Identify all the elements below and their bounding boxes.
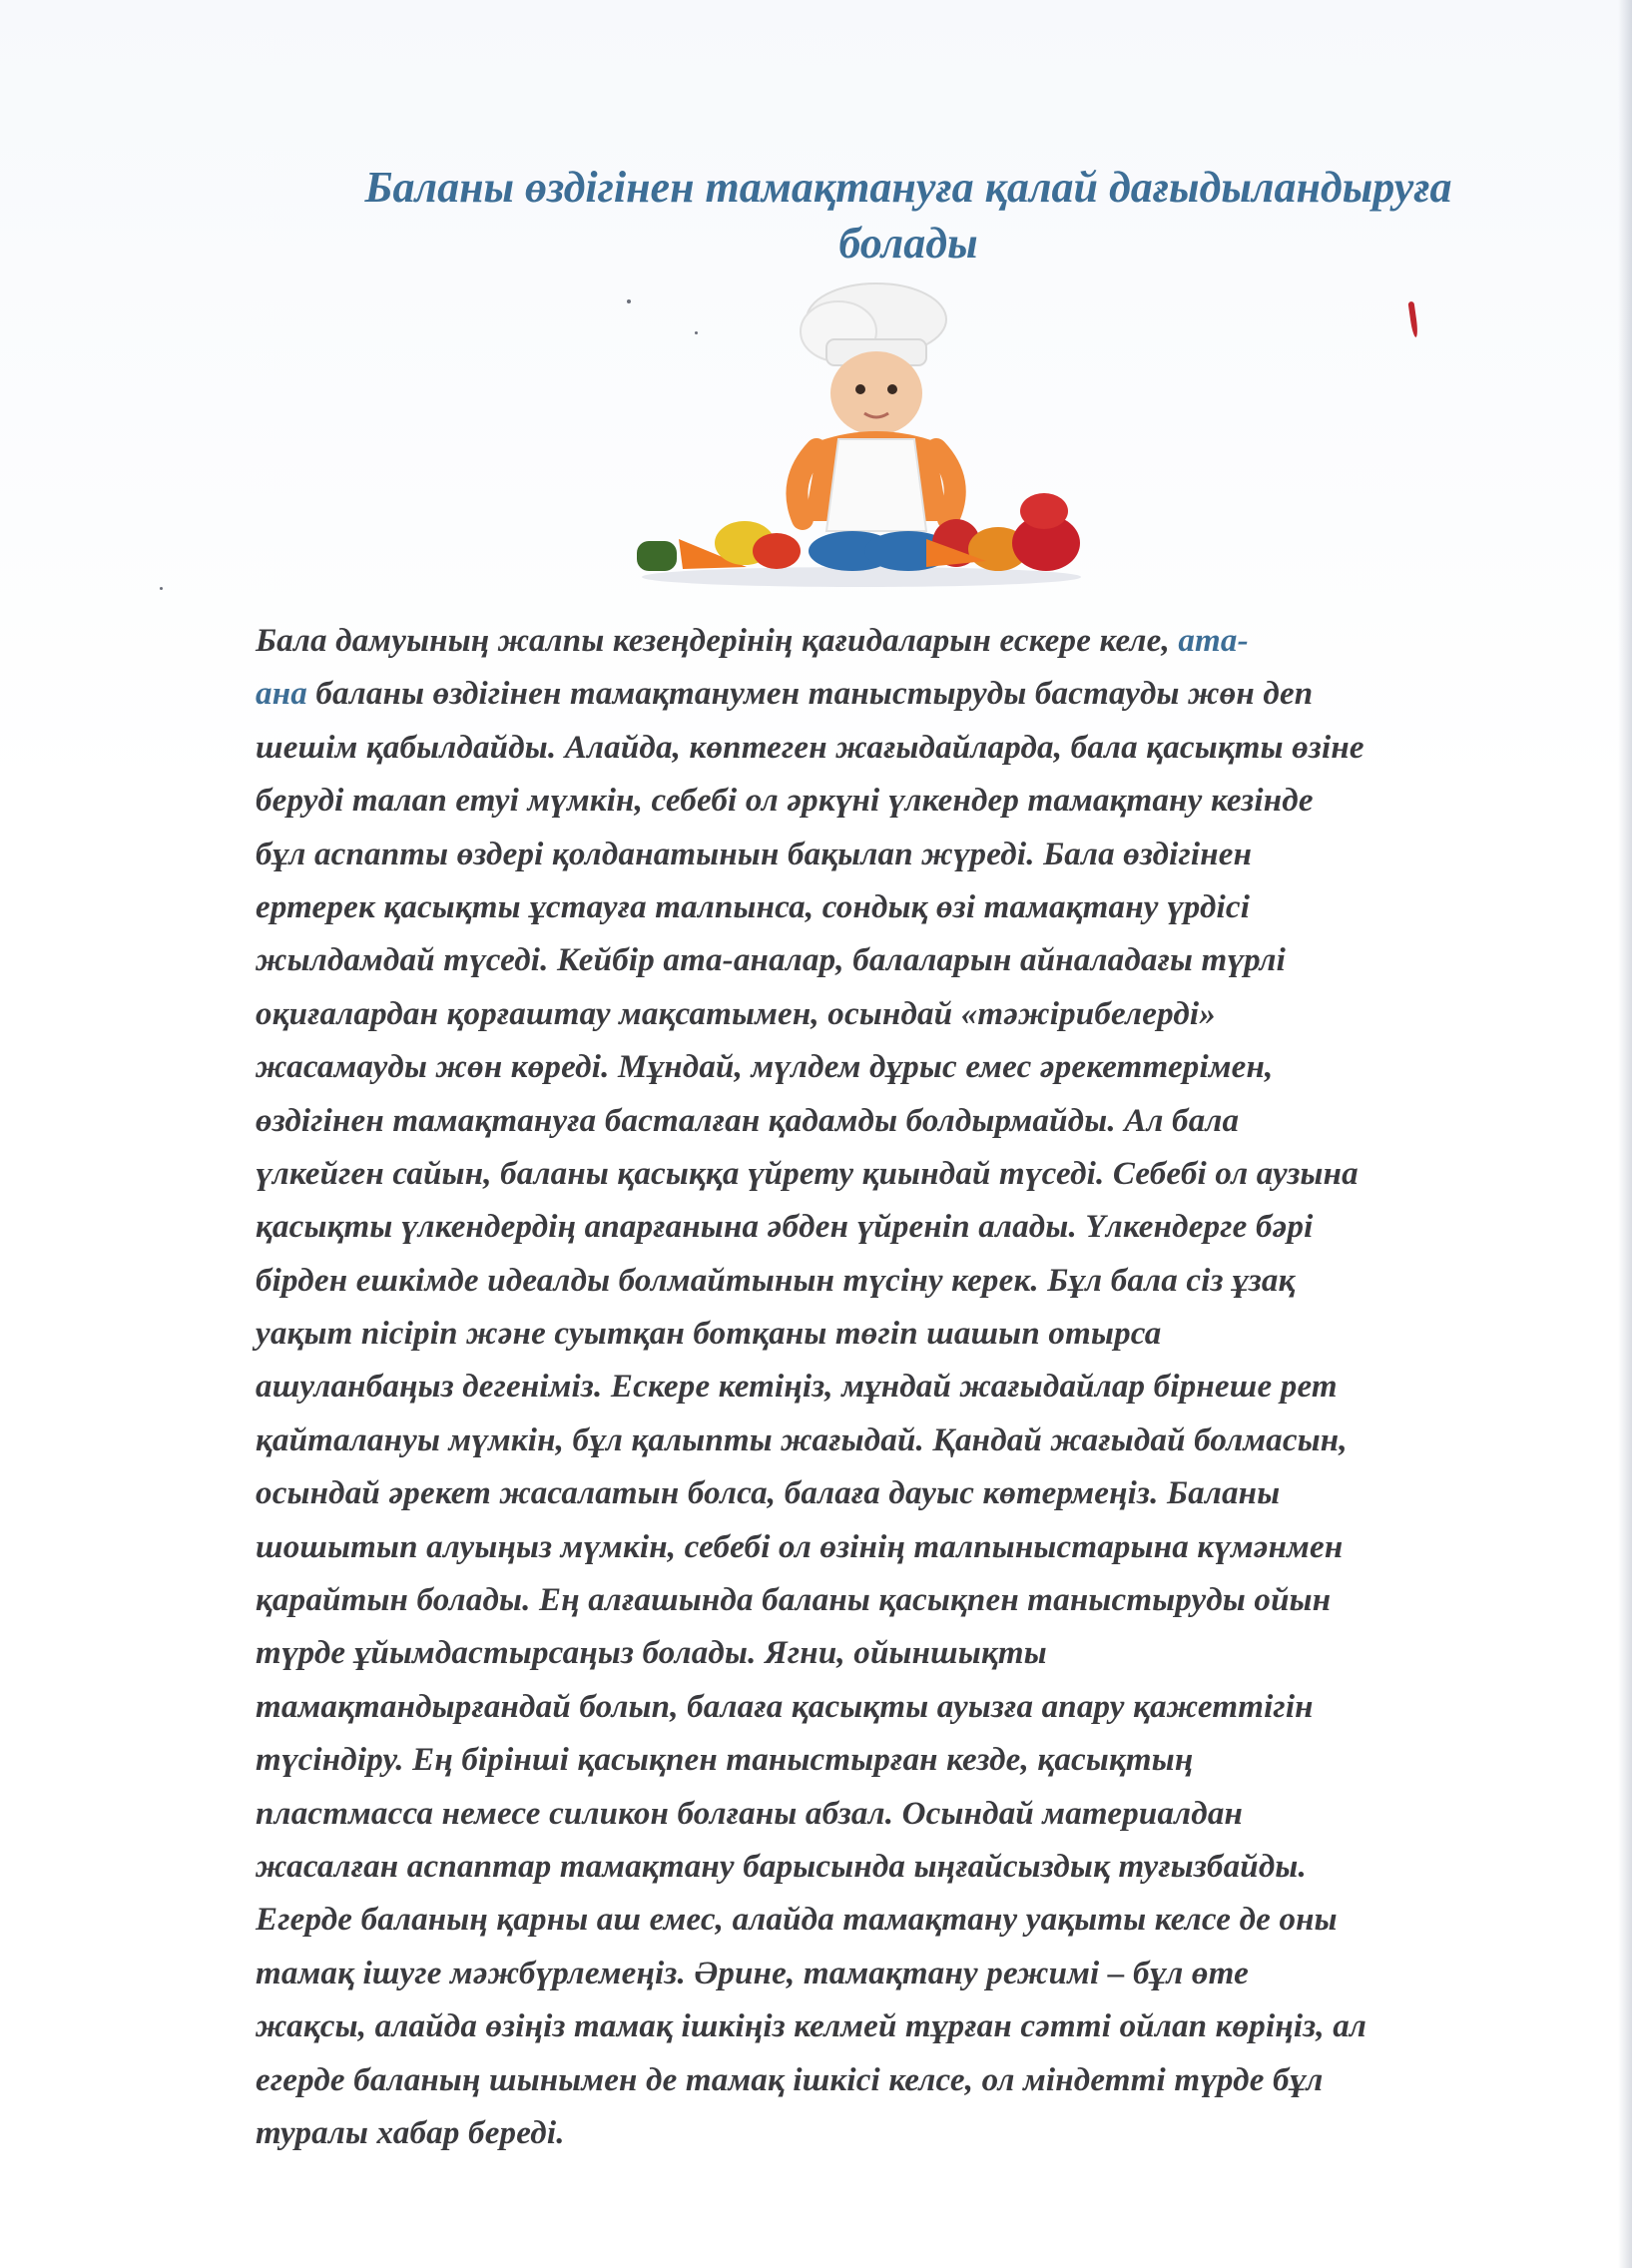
page-title xyxy=(270,160,1547,272)
article-paragraph xyxy=(256,615,1553,2160)
paragraph-line xyxy=(256,668,1553,721)
paragraph-line: қасықты үлкендердің апарғанына әбден үйреніп алады. Үлкендерге бәрі xyxy=(256,1209,1314,1246)
paragraph-line: қайталануы мүмкін, бұл қалыпты жағыдай. Қандай жағыдай болмасын, xyxy=(256,1421,1348,1458)
paragraph-line: бұл аспапты өздері қолданатынын бақылап жүреді. Бала өздігінен xyxy=(256,836,1253,872)
baby-face xyxy=(830,351,922,435)
paragraph-line: бірден ешкімде идеалды болмайтынын түсіну керек. Бұл бала сіз ұзақ xyxy=(256,1262,1296,1299)
paragraph-line: шошытып алуыңыз мүмкін, себебі ол өзінің талпыныстарына күмәнмен xyxy=(256,1528,1344,1565)
paragraph-line: шешім қабылдайды. Алайда, көптеген жағыдайларда, бала қасықты өзіне xyxy=(256,729,1364,766)
paragraph-line: тамақ ішуге мәжбүрлемеңіз. Әрине, тамақтану режимі – бұл өте xyxy=(256,1955,1249,1991)
white-apron xyxy=(826,439,926,531)
paragraph-line: түсіндіру. Ең бірінші қасықпен таныстырған кезде, қасықтың xyxy=(256,1742,1194,1779)
title-line: болады xyxy=(838,219,978,268)
paragraph-line: үлкейген сайын, баланы қасыққа үйрету қиындай түседі. Себебі ол аузына xyxy=(256,1155,1359,1192)
paragraph-line: осындай әрекет жасалатын болса, балаға дауыс көтермеңіз. Баланы xyxy=(256,1475,1281,1512)
tomato-icon xyxy=(753,533,801,569)
paragraph-line: ертерек қасықты ұстауға талпынса, сондық өзі тамақтану үрдісі xyxy=(256,888,1251,925)
paragraph-line: егерде баланың шынымен де тамақ ішкісі келсе, ол міндетті түрде бұл xyxy=(256,2061,1324,2098)
baby-chef-illustration xyxy=(627,282,1096,591)
paragraph-line: пластмасса немесе силикон болғаны абзал. Осындай материалдан xyxy=(256,1795,1244,1832)
paragraph-line: оқиғалардан қорғаштау мақсатымен, осындай «тәжірибелерді» xyxy=(256,995,1216,1032)
baby-chef-svg xyxy=(627,282,1096,591)
paragraph-line: қарайтын болады. Ең алғашында баланы қасықпен таныстыруды ойын xyxy=(256,1582,1332,1619)
paragraph-line: уақыт пісіріп және суытқан ботқаны төгіп шашып отырса xyxy=(256,1316,1162,1353)
paragraph-line: түрде ұйымдастырсаңыз болады. Ягни, ойыншықты xyxy=(256,1635,1047,1672)
cucumber-icon xyxy=(637,541,677,571)
paragraph-line: жасалған аспаптар тамақтану барысында ыңғайсыздық туғызбайды. xyxy=(256,1848,1307,1885)
paragraph-line: ашуланбаңыз дегеніміз. Ескере кетіңіз, мұндай жағыдайлар бірнеше рет xyxy=(256,1369,1338,1406)
eye-icon xyxy=(855,384,865,394)
line-text: Бала дамуының жалпы кезеңдерінің қағидаларын ескере келе, xyxy=(256,623,1170,659)
paragraph-line: туралы хабар береді. xyxy=(256,2114,565,2151)
line-text: баланы өздігінен тамақтанумен таныстыруды бастауды жөн деп xyxy=(315,676,1314,713)
eye-icon xyxy=(887,384,897,394)
accent-word: ана xyxy=(256,676,307,713)
accent-word: ата- xyxy=(1178,623,1249,659)
paragraph-line: тамақтандырғандай болып, балаға қасықты ауызға апару қажеттігін xyxy=(256,1688,1314,1725)
red-ink-mark xyxy=(1408,301,1419,337)
paragraph-line: жақсы, алайда өзіңіз тамақ ішкіңіз келмей тұрған сәтті ойлап көріңіз, ал xyxy=(256,2008,1367,2045)
paragraph-line xyxy=(256,615,1553,668)
paragraph-line: беруді талап етуі мүмкін, себебі ол әркүні үлкендер тамақтану кезінде xyxy=(256,783,1314,820)
paragraph-line: жасамауды жөн көреді. Мұндай, мүлдем дұрыс емес әрекеттерімен, xyxy=(256,1049,1274,1086)
dust-speck xyxy=(160,587,163,590)
paragraph-line: Егерде баланың қарны аш емес, алайда тамақтану уақыты келсе де оны xyxy=(256,1902,1338,1939)
paragraph-line: өздігінен тамақтануға басталған қадамды болдырмайды. Ал бала xyxy=(256,1102,1240,1139)
scan-edge-shadow xyxy=(1618,0,1632,2268)
paragraph-line: жылдамдай түседі. Кейбір ата-аналар, балаларын айналадағы түрлі xyxy=(256,942,1287,979)
tomato-icon xyxy=(1020,493,1068,529)
title-line: Баланы өздігінен тамақтануға қалай дағыдыландыруға xyxy=(364,163,1452,212)
